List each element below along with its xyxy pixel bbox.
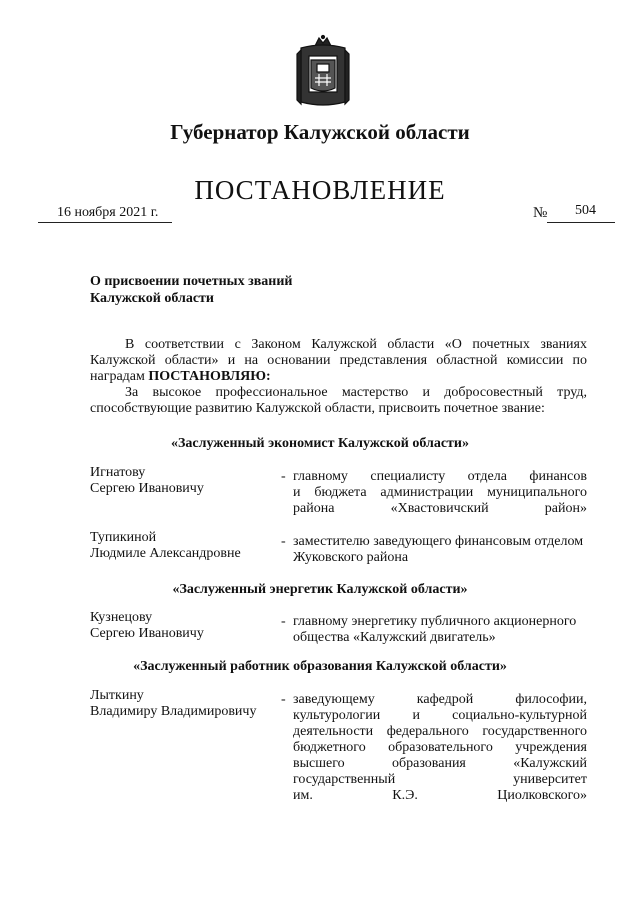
preamble-paragraph xyxy=(90,337,587,385)
position-line: главному энергетику публичного акционерного xyxy=(293,614,577,629)
document-number: 504 xyxy=(575,203,596,218)
position-line: главному специалисту отдела финансов xyxy=(293,469,587,484)
decision-text: За высокое профессиональное мастерство и добросовестный труд, способствующие развитию Калужской области, присвоить почетное звание: xyxy=(90,385,587,416)
document-date: 16 ноября 2021 г. xyxy=(57,205,159,220)
dash-separator: - xyxy=(281,469,286,484)
resolve-word: ПОСТАНОВЛЯЮ: xyxy=(148,369,271,384)
subject-line: Калужской области xyxy=(90,291,214,306)
number-underline xyxy=(547,222,615,223)
award-title: «Заслуженный экономист Калужской области» xyxy=(171,436,469,451)
decision-paragraph xyxy=(90,385,587,417)
position-line: общества «Калужский двигатель» xyxy=(293,630,496,645)
position-line: деятельности федерального государственного xyxy=(293,724,587,739)
award-title: «Заслуженный работник образования Калужской области» xyxy=(133,659,507,674)
recipient-name xyxy=(90,688,256,720)
document-subject xyxy=(90,273,292,307)
recipient-position xyxy=(293,614,587,646)
dash-separator: - xyxy=(281,614,286,629)
position-line: и бюджета администрации муниципального xyxy=(293,485,587,500)
recipient-surname: Игнатову xyxy=(90,465,146,480)
recipient-given-names: Владимиру Владимировичу xyxy=(90,704,257,719)
dash-separator: - xyxy=(281,692,286,707)
position-line: государственный университет xyxy=(293,772,587,787)
number-sign: № xyxy=(533,205,548,221)
recipient-given-names: Сергею Ивановичу xyxy=(90,481,204,496)
dash-separator: - xyxy=(281,534,286,549)
recipient-given-names: Сергею Ивановичу xyxy=(90,626,204,641)
subject-line: О присвоении почетных званий xyxy=(90,274,293,289)
position-line: Жуковского района xyxy=(293,550,409,565)
recipient-surname: Лыткину xyxy=(90,688,144,703)
recipient-name xyxy=(90,610,204,642)
recipient-name xyxy=(90,465,204,497)
position-line: района «Хвастовичский район» xyxy=(293,501,587,516)
position-line: им. К.Э. Циолковского» xyxy=(293,788,587,803)
document-type: ПОСТАНОВЛЕНИЕ xyxy=(194,175,446,205)
position-line: бюджетного образовательного учреждения xyxy=(293,740,587,755)
date-underline xyxy=(38,222,172,223)
recipient-position xyxy=(293,534,587,566)
recipient-position xyxy=(293,692,587,804)
recipient-surname: Тупикиной xyxy=(90,530,157,545)
coat-of-arms-emblem xyxy=(295,34,351,110)
recipient-given-names: Людмиле Александровне xyxy=(90,546,241,561)
recipient-surname: Кузнецову xyxy=(90,610,153,625)
preamble-text: В соответствии с Законом Калужской области «О почетных званиях Калужской области» и на основании представления областной комиссии по наградам xyxy=(90,337,587,384)
position-line: культурологии и социально-культурной xyxy=(293,708,587,723)
recipient-position xyxy=(293,469,587,517)
position-line: высшего образования «Калужский xyxy=(293,756,587,771)
recipient-name xyxy=(90,530,241,562)
award-title: «Заслуженный энергетик Калужской области» xyxy=(172,582,468,597)
position-line: заместителю заведующего финансовым отделом xyxy=(293,534,584,549)
position-line: заведующему кафедрой философии, xyxy=(293,692,587,707)
issuer-title: Губернатор Калужской области xyxy=(170,120,470,144)
